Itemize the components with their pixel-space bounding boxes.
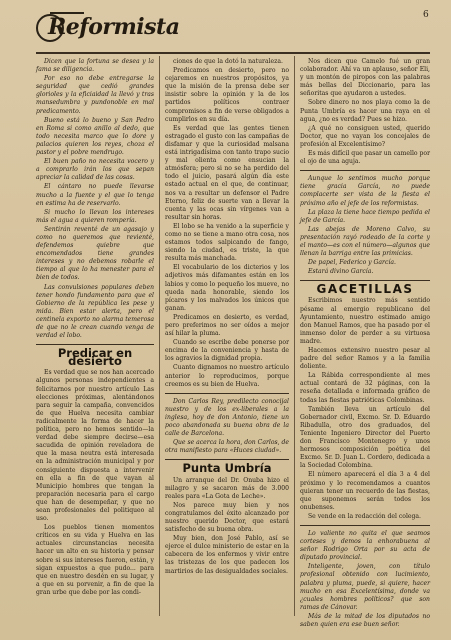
article-heading: Punta Umbría (182, 461, 272, 476)
paragraph: El número aparecerá el día 3 a 4 del próximo y lo recomendamos a cuantos quieran tener un recuerdo de las fiestas, que suponemos serán todos los onubenses. (300, 471, 430, 511)
paragraph: Es verdad que se nos han acercado algunos personas independientes a felicitarnos por nuestro artículo Las elecciones próximas, alentándonos para seguir la campaña, convencidos de que Huelva necesita cambiar radicalmente la forma de hacer la política, pero no hemos sentido—la verdad debe siempre decirse—esa sacudida de opinión reveladora de que la masa neutra está interesada en la administración municipal y por consiguiente dispuesta a intervenir en ella a fin de que vayan al Municipio hombres que tengan la preparación necesaria para el cargo que han de desempeñar, y que no sean profesionales del politiqueo al uso. (36, 369, 154, 523)
paragraph: ciones de que la dotó la naturaleza. (173, 58, 283, 65)
divider (300, 525, 430, 526)
paragraph: Cuando se escribe debe ponerse por encima de la conveniencia y hasta de los agravios la dignidad propia. (165, 339, 289, 363)
paragraph: El lobo se ha venido a la superficie y como no se tiene a mano otra cosa, nos estamos todos salpicando de fango, siendo la ciudad, es triste, la que resulta más manchada. (165, 222, 289, 263)
paragraph: Un arranque del Dr. Onuba hizo el milagro y se sacaron más de 3.000 reales para «La Gota de Leche». (165, 476, 289, 500)
paragraph: Escribimos nuestro más sentido pésame al emergio republicano del Ayuntamiento, nuestro estimado amigo don Manuel Ramos, que ha pasado por el inmenso dolor de perder a su virtuosa madre. (300, 297, 430, 345)
column-divider (294, 56, 295, 616)
paragraph: Nos parece muy bien y nos congratulamos del éxito alcanzado por nuestro querido Doctor, que estará satisfecho de su buena obra. (165, 501, 289, 534)
paragraph: Por eso no debe entregarse la seguridad que cedió grandes glorioles y la eficiaidad la llevó y tras mansedumbra y pundonoble en mal predicamento. (36, 75, 154, 115)
paragraph: ¿A qué no consiguen usted, querido Doctor, que no vayan los concejales de profesión al Excelentísimo? (300, 124, 430, 148)
divider (300, 170, 430, 171)
paragraph: Es más difícil que pasar un camello por el ojo de una aguja. (300, 150, 431, 166)
column-2 (165, 58, 289, 577)
paragraph: Es verdad que las gentes tienen estragado el gusto con las campañas de disfamar y que la curiosidad malsana está intrigadísima con tanto trapo sucio y mal olienta como ensucian la atmósfera; pero si no se ha perdido del todo el juicio, pasará algún día este estado actual en el que, de continuar, nos va a resultar un defensor el Padre Eterno, feliz de suerte van a llevar la cuenta y las ocas sin vírgenes van a resultar sin horas. (165, 124, 289, 221)
divider (165, 459, 289, 460)
divider (36, 344, 154, 345)
divider (165, 393, 289, 394)
paragraph: El cántaro no puede llevarse mucho a la fuente y el que lo tenga en estima ha de reservarlo. (36, 183, 154, 207)
masthead-ornament (50, 6, 84, 14)
paragraph: Estará divino García. (308, 268, 374, 276)
paragraph: Los pueblos tienen momentos críticos en su vida y Huelva en las actuales circunstancias necesita hacer un alto en su historia y pensar sobre si sus intereses fueron, están, y sigan expuestos a que pudo... para que en nuestro desdén en su lugar, y a que en su porvenir, a fin de que la gran urbe que debe por las condi- (36, 524, 154, 596)
paragraph: El vocabulario de los dicterios y los adjetivos más difamantes están en los labios y como lo pequeño los mueve, no queda nada honorable, siendo los pícaros y los malvados los únicos que ganan. (165, 264, 289, 312)
paragraph: Más de la mitad de los diputados no saben quien era ese buen señor. (300, 612, 430, 628)
column-divider (159, 56, 160, 616)
paragraph: Que se acerca la hora, don Carlos, de otra manifiesto para «Huces ciudad». (165, 439, 289, 455)
paragraph: Las abejas de Moreno Calvo, su presentación rayó rodeado de la corte y el manto—es con el número—algunos que llenan la barriga entre las primicias. (300, 225, 430, 258)
intro-block (36, 58, 154, 340)
paragraph: De papel, Federico y García. (308, 259, 396, 267)
paragraph: La plaza la tiene hace tiempo pedida el jefe de García. (300, 208, 430, 224)
paragraph: Muy bien, don José Pablo, así se ejerce el dulce ministerio de estar en la cabecera de los enfermos y vivir entre las tristezas de los que padecen los martirios de las desigualdades sociales. (165, 535, 289, 575)
page-number: 6 (423, 10, 429, 20)
paragraph: Don Carlos Rey, predilecto conocijal nuestro y de los ex-liberales a la inglesa, hoy de don Antonio, tiene un poco abandonada su buena obra de la calle de Barcelona. (165, 397, 289, 438)
masthead-title: Reformista (48, 14, 180, 40)
paragraph: Dicen que la fortuna se desea y la fama se diligencia. (36, 58, 154, 74)
column-3 (300, 58, 430, 630)
paragraph: Predicamos en desierto, pero no cejaremos en nuestros propósitos, ya que la misión de la prensa debe ser insistir sobre la opinión y la de los partidos políticos contraer compromisos a fin de verse obligados a cumplirlos en su día. (165, 67, 289, 123)
paragraph: Predicamos en desierto, es verdad, pero preferimos no ser oídos a mejor así hilar la pluma. (165, 313, 289, 338)
paragraph: La Rábida correspondiente al mes actual contará de 32 páginas, con la reseña detallada e informada gráfico de todas las fiestas patrióticas Colombinas. (300, 372, 430, 404)
paragraph: Se vende en la redacción del colega. (308, 512, 421, 520)
paragraph: Aunque lo sentimos mucho porque tiene gracia García, no puede complacerte ser vista de la fiesta el próximo año el jefe de los reformistas. (300, 175, 430, 207)
divider (300, 280, 430, 281)
paragraph: Las convulsiones populares deben tener hondo fundamento para que el Gobierno de la república les pese y mida. Bien estar alerta, pero el centinela exporto no alarma temerosa de que no le crean cuando venga de verdad el lobo. (36, 283, 154, 340)
paragraph: El buen paño no necesita vocero y a comprarlo irán los que sepan apreciar la calidad de las cosas. (36, 158, 154, 182)
column-1 (36, 58, 154, 598)
section-heading: GACETILLAS (316, 282, 414, 297)
paragraph: Bueno está lo bueno y San Pedro en Roma si como anillo al dedo, que todo necesita marco que lo dore y palacios quieren los reyes, choza el pastor y el pobre mendrugo. (36, 116, 154, 157)
paragraph: Inteligente, joven, con título profesional obtenido con lucimiento, palabra y pluma, puede, si quiere, hacer mucho en esa Excelentísima, donde va ¿cuales hombres políticos? que son ramas de Cánovar. (300, 563, 430, 611)
header-rule (36, 52, 430, 54)
paragraph: Sobre dinero no nos playa como la de Punta Umbría es hacer una raya en el agua, ¿no es verdad? Pues se hizo. (300, 99, 430, 123)
paragraph: Cuanto dignamos no nuestro artículo anterior lo reproducimos, porque creemos es su bien de Huelva. (165, 364, 289, 388)
paragraph: Lo valiente no quita el que seamos corteses y demos la enhorabuena al señor Rodrigo Orta por su acta de diputado provincial. (300, 529, 430, 562)
article-heading: Predicar en desierto (57, 346, 133, 369)
paragraph: Sentirán reventé de un agasajo y como no queremos que revienté, defendemos quiebre que encomendados tiene grandes intereses y no debemos robarle el tiempo al que lo ha menester para el bien de todos. (36, 225, 154, 282)
paragraph: Nos dicen que Camelo fué un gran colaborador. Ahí va un aplauso, señor Eli, y un montón de piropos con las palabras más bellas del Diccionario, para las señoritas que ayudaron a ustedes. (300, 58, 430, 98)
paragraph: Si mucho lo llevan los intereses más el agua a quieren rompería. (36, 208, 154, 224)
paragraph: También lleva un artículo del Gobernador civil, Excmo. Sr. D. Eduardo Ribadulla, otro dos graduados, del Teniente Ingeniero Director del Puerto don Francisco Montenegro y unos hermosos composición poética del Excmo. Sr. D. Juan L. Cordero, dedicada a la Sociedad Colombina. (300, 405, 430, 470)
paragraph: Hacemos extensivo nuestro pesar al padre del señor Ramos y a la familia doliente. (300, 347, 430, 371)
